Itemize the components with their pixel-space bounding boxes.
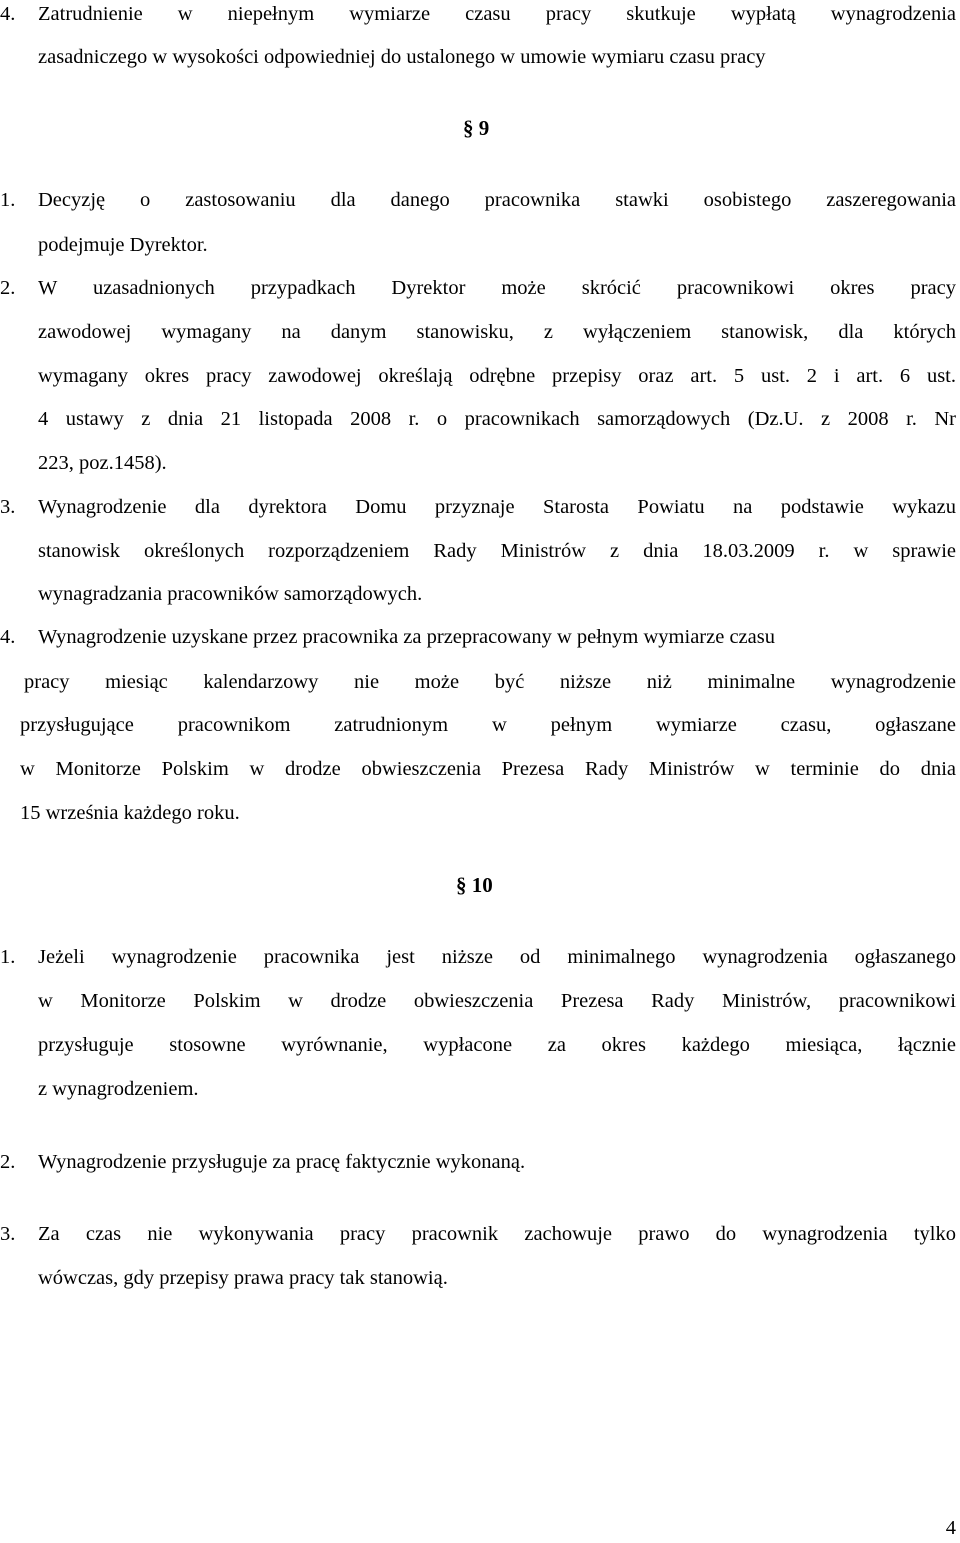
section-heading-10: § 10 (456, 873, 493, 897)
paragraph-line: w Monitorze Polskim w drodze obwieszczenia Prezesa Rady Ministrów w terminie do dnia (20, 758, 956, 780)
paragraph-line: zawodowej wymagany na danym stanowisku, z wyłączeniem stanowisk, dla których (38, 321, 956, 343)
paragraph-number: 1. (0, 189, 16, 211)
paragraph-line: stanowisk określonych rozporządzeniem Rady Ministrów z dnia 18.03.2009 r. w sprawie (38, 540, 956, 562)
paragraph-line: 4 ustawy z dnia 21 listopada 2008 r. o pracownikach samorządowych (Dz.U. z 2008 r. Nr (38, 408, 956, 430)
paragraph-number: 1. (0, 946, 16, 968)
paragraph-line: wymagany okres pracy zawodowej określają odrębne przepisy oraz art. 5 ust. 2 i art. 6 ust. (38, 365, 956, 387)
paragraph-line: 223, poz.1458). (38, 452, 167, 474)
paragraph-line: Za czas nie wykonywania pracy pracownik zachowuje prawo do wynagrodzenia tylko (38, 1223, 956, 1245)
paragraph-line: zasadniczego w wysokości odpowiedniej do ustalonego w umowie wymiaru czasu pracy (38, 46, 766, 68)
paragraph-line: przysługujące pracownikom zatrudnionym w pełnym wymiarze czasu, ogłaszane (20, 714, 956, 736)
paragraph-number: 3. (0, 1223, 16, 1245)
paragraph-line: Wynagrodzenie przysługuje za pracę faktycznie wykonaną. (38, 1151, 526, 1173)
paragraph-line: Wynagrodzenie dla dyrektora Domu przyznaje Starosta Powiatu na podstawie wykazu (38, 496, 956, 518)
paragraph-number: 3. (0, 496, 16, 518)
paragraph-number: 4. (0, 3, 16, 25)
paragraph-number: 2. (0, 277, 16, 299)
paragraph-number: 4. (0, 626, 16, 648)
paragraph-line: pracy miesiąc kalendarzowy nie może być niższe niż minimalne wynagrodzenie (24, 671, 956, 693)
paragraph-line: Jeżeli wynagrodzenie pracownika jest niższe od minimalnego wynagrodzenia ogłaszanego (38, 946, 956, 968)
paragraph-line: Zatrudnienie w niepełnym wymiarze czasu pracy skutkuje wypłatą wynagrodzenia (38, 3, 956, 25)
section-heading-9: § 9 (463, 116, 490, 140)
paragraph-line: podejmuje Dyrektor. (38, 234, 208, 256)
page-number: 4 (945, 1517, 956, 1539)
paragraph-number: 2. (0, 1151, 16, 1173)
paragraph-line: w Monitorze Polskim w drodze obwieszczenia Prezesa Rady Ministrów, pracownikowi (38, 990, 956, 1012)
paragraph-line: W uzasadnionych przypadkach Dyrektor może skrócić pracownikowi okres pracy (38, 277, 956, 299)
paragraph-line: Decyzję o zastosowaniu dla danego pracownika stawki osobistego zaszeregowania (38, 189, 956, 211)
paragraph-line: wówczas, gdy przepisy prawa pracy tak stanowią. (38, 1267, 448, 1289)
paragraph-line: Wynagrodzenie uzyskane przez pracownika za przepracowany w pełnym wymiarze czasu (38, 626, 775, 648)
paragraph-line: wynagradzania pracowników samorządowych. (38, 583, 423, 605)
paragraph-line: 15 września każdego roku. (20, 802, 240, 824)
paragraph-line: z wynagrodzeniem. (38, 1078, 199, 1100)
paragraph-line: przysługuje stosowne wyrównanie, wypłacone za okres każdego miesiąca, łącznie (38, 1034, 956, 1056)
